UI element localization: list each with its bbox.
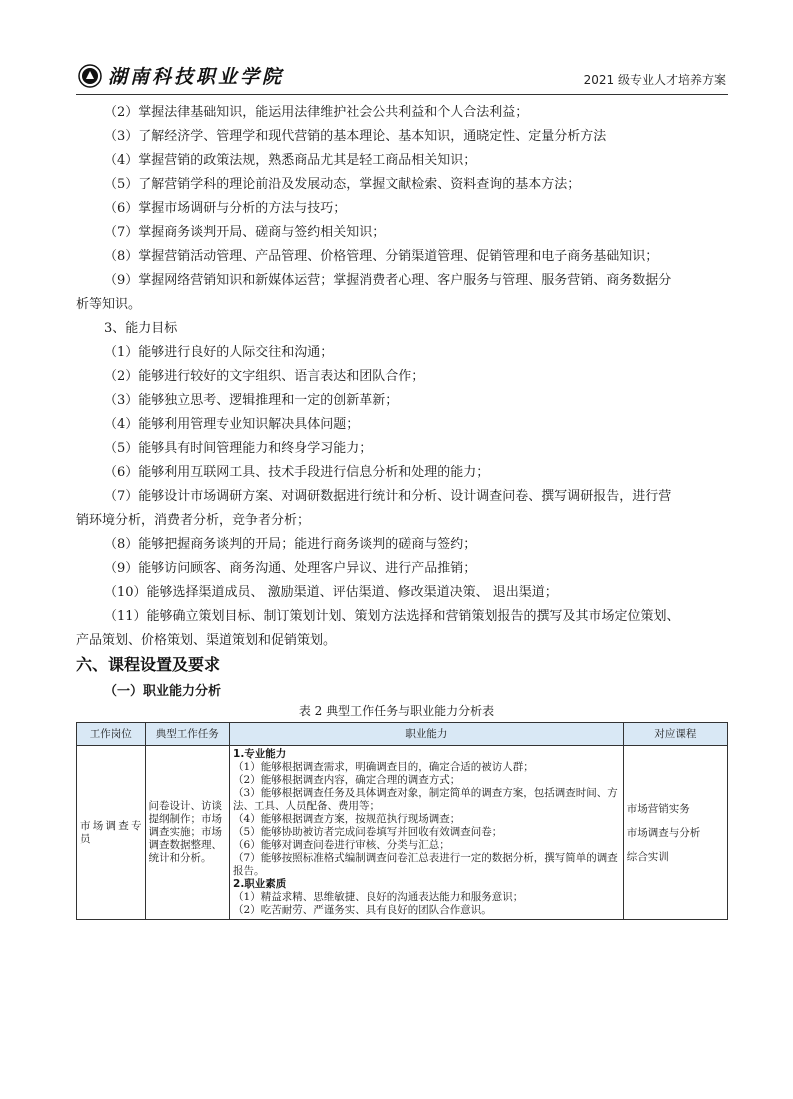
course-name: 市场营销实务 (626, 802, 690, 815)
ability-line: （3）能够根据调查任务及具体调查对象，制定简单的调查方案，包括调查时间、方法、工具、人员配备、费用等； (233, 787, 618, 812)
position-cell: 市场调查专员 (77, 746, 146, 920)
section-title: 六、课程设置及要求 (76, 655, 221, 674)
ability-item: （8）能够把握商务谈判的开局；能进行商务谈判的磋商与签约； (104, 537, 477, 552)
table-header-row (77, 723, 728, 746)
course-name: 市场调查与分析 (626, 826, 701, 839)
ability-item-7-line1: （7）能够设计市场调研方案、对调研数据进行统计和分析、设计调查问卷、撰写调研报告，进行营 (104, 489, 672, 504)
ability-line: （7）能够按照标准格式编制调查问卷汇总表进行一定的数据分析，撰写简单的调查报告。 (233, 852, 618, 877)
ability-line: （5）能够协助被访者完成问卷填写并回收有效调查问卷； (233, 826, 503, 838)
header-task: 典型工作任务 (145, 723, 229, 746)
ability-group-heading: 2.职业素质 (233, 878, 287, 890)
knowledge-item-9-line1: （9）掌握网络营销知识和新媒体运营；掌握消费者心理、客户服务与管理、服务营销、商务数据分 (104, 273, 672, 288)
ability-line: （4）能够根据调查方案，按规范执行现场调查； (233, 813, 461, 825)
knowledge-item: （4）掌握营销的政策法规，熟悉商品尤其是轻工商品相关知识； (104, 153, 477, 168)
ability-item: （4）能够利用管理专业知识解决具体问题； (104, 417, 360, 432)
ability-item-11-line1: （11）能够确立策划目标、制订策划计划、策划方法选择和营销策划报告的撰写及其市场定位策划、 (104, 609, 680, 624)
body-text (76, 101, 728, 653)
ability-line: （1）精益求精、思维敏捷、良好的沟通表达能力和服务意识； (233, 891, 524, 903)
ability-item: （3）能够独立思考、逻辑推理和一定的创新革新； (104, 393, 399, 408)
header-ability: 职业能力 (230, 723, 624, 746)
knowledge-item: （2）掌握法律基础知识，能运用法律维护社会公共利益和个人合法利益； (104, 105, 529, 120)
header-course: 对应课程 (623, 723, 727, 746)
ability-group-heading: 1.专业能力 (233, 748, 287, 760)
ability-item: （2）能够进行较好的文字组织、语言表达和团队合作； (104, 369, 425, 384)
ability-item: （10）能够选择渠道成员、 激励渠道、评估渠道、修改渠道决策、 退出渠道； (104, 585, 558, 600)
ability-line: （6）能够对调查问卷进行审核、分类与汇总； (233, 839, 450, 851)
ability-item-7-line2: 销环境分析，消费者分析，竞争者分析； (76, 513, 311, 528)
knowledge-item: （5）了解营销学科的理论前沿及发展动态，掌握文献检索、资料查询的基本方法； (104, 177, 581, 192)
knowledge-item: （7）掌握商务谈判开局、磋商与签约相关知识； (104, 225, 386, 240)
course-cell (623, 746, 727, 920)
ability-item: （1）能够进行良好的人际交往和沟通； (104, 345, 334, 360)
table-caption: 表 2 典型工作任务与职业能力分析表 (298, 704, 495, 718)
ability-item-11-line2: 产品策划、价格策划、渠道策划和促销策划。 (76, 633, 337, 648)
knowledge-item: （3）了解经济学、管理学和现代营销的基本理论、基本知识，通晓定性、定量分析方法 (104, 129, 607, 144)
ability-analysis-table (76, 722, 728, 920)
knowledge-item: （8）掌握营销活动管理、产品管理、价格管理、分销渠道管理、促销管理和电子商务基础知识； (104, 249, 659, 264)
table-row (77, 746, 728, 920)
course-name: 综合实训 (626, 850, 669, 863)
knowledge-item: （6）掌握市场调研与分析的方法与技巧； (104, 201, 347, 216)
ability-line: （1）能够根据调查需求，明确调查目的，确定合适的被访人群； (233, 761, 534, 773)
page-header (76, 62, 728, 95)
task-cell: 问卷设计、访谈提纲制作；市场调查实施；市场调查数据整理、统计和分析。 (145, 746, 229, 920)
header-position: 工作岗位 (77, 723, 146, 746)
ability-item: （6）能够利用互联网工具、技术手段进行信息分析和处理的能力； (104, 465, 490, 480)
ability-heading: 3、能力目标 (104, 321, 178, 336)
ability-item: （9）能够访问顾客、商务沟通、处理客户异议、进行产品推销； (104, 561, 477, 576)
ability-line: （2）吃苦耐劳、严谨务实、具有良好的团队合作意识。 (233, 904, 492, 916)
ability-cell (230, 746, 624, 920)
ability-item: （5）能够具有时间管理能力和终身学习能力； (104, 441, 373, 456)
ability-line: （2）能够根据调查内容，确定合理的调查方式； (233, 774, 461, 786)
school-name-logo: 湖南科技职业学院 (108, 66, 285, 88)
school-seal-icon (78, 64, 102, 88)
document-title: 2021 级专业人才培养方案 (583, 73, 726, 87)
knowledge-item-9-line2: 析等知识。 (76, 297, 142, 312)
subsection-title: （一）职业能力分析 (104, 684, 222, 699)
